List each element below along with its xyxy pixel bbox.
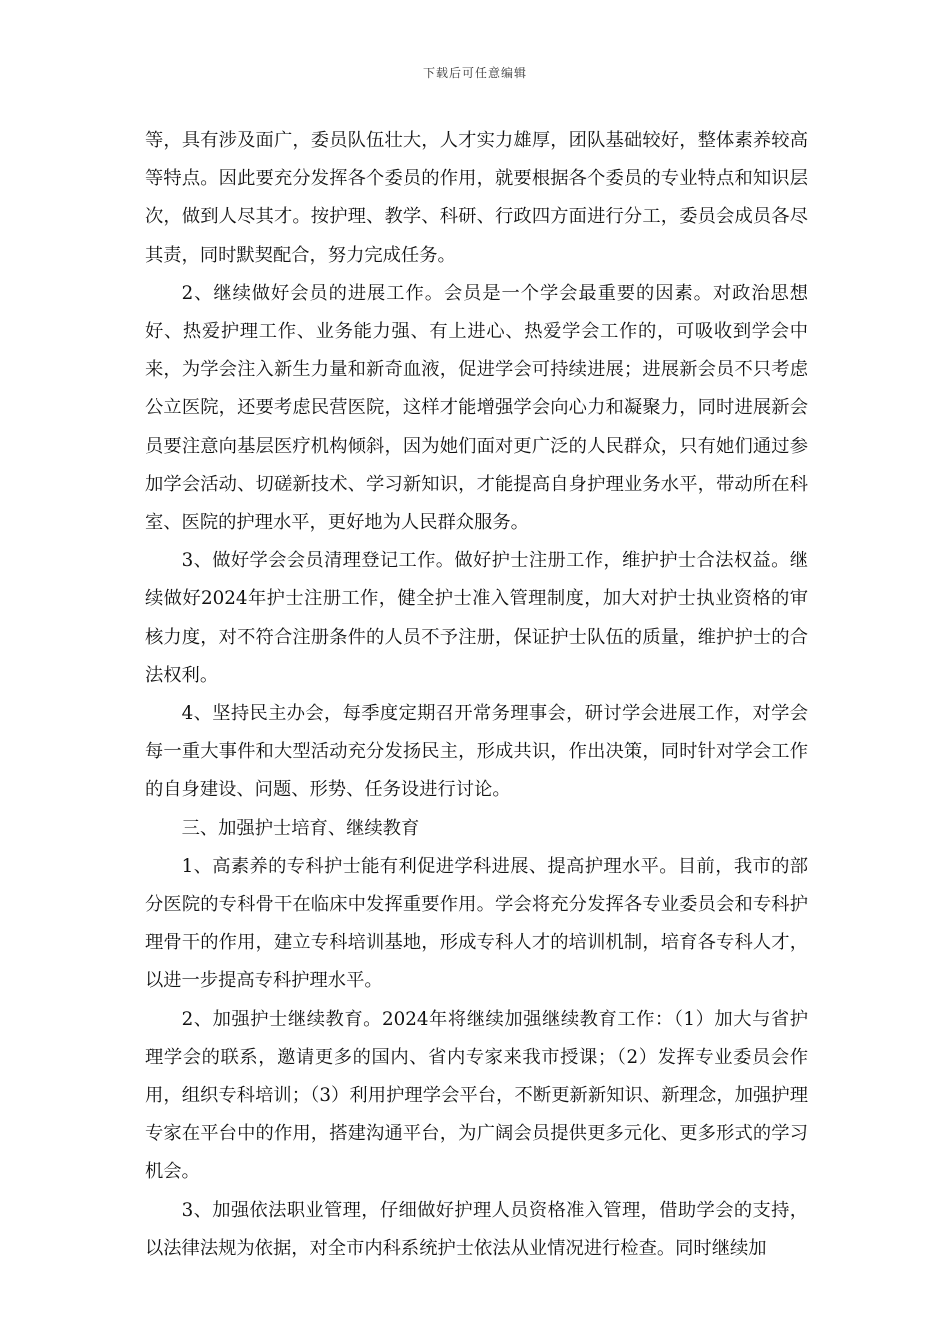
page-header: 下载后可任意编辑 — [422, 66, 527, 80]
paragraph-democratic-management: 4、坚持民主办会，每季度定期召开常务理事会，研讨学会进展工作，对学会每一重大事件和大型活动充分发扬民主，形成共识，作出决策，同时针对学会工作的自身建设、问题、形势、任务设进行讨论。 — [145, 703, 808, 801]
paragraph-continuing-education: 2、加强护士继续教育。2024年将继续加强继续教育工作：（1）加大与省护理学会的联系，邀请更多的国内、省内专家来我市授课；（2）发挥专业委员会作用，组织专科培训；（3）利用护理学会平台，不断更新新知识、新理念，加强护理专家在平台中的作用，搭建沟通平台，为广阔会员提供更多元化、更多形式的学习机会。 — [145, 1008, 808, 1183]
paragraph-legal-practice-management: 3、加强依法职业管理，仔细做好护理人员资格准入管理，借助学会的支持，以法律法规为依据，对全市内科系统护士依法从业情况进行检查。同时继续加 — [145, 1199, 808, 1259]
paragraph-committee-continuation: 等，具有涉及面广，委员队伍壮大，人才实力雄厚，团队基础较好，整体素养较高等特点。因此要充分发挥各个委员的作用，就要根据各个委员的专业特点和知识层次，做到人尽其才。按护理、教学、科研、行政四方面进行分工，委员会成员各尽其责，同时默契配合，努力完成任务。 — [145, 130, 808, 266]
paragraph-member-development: 2、继续做好会员的进展工作。会员是一个学会最重要的因素。对政治思想好、热爱护理工作、业务能力强、有上进心、热爱学会工作的，可吸收到学会中来，为学会注入新生力量和新奇血液，促进学会可持续进展；进展新会员不只考虑公立医院，还要考虑民营医院，这样才能增强学会向心力和凝聚力，同时进展新会员要注意向基层医疗机构倾斜，因为她们面对更广泛的人民群众，只有她们通过参加学会活动、切磋新技术、学习新知识，才能提高自身护理业务水平，带动所在科室、医院的护理水平，更好地为人民群众服务。 — [145, 282, 808, 534]
document-body — [145, 122, 808, 1268]
section-heading-nurse-training: 三、加强护士培育、继续教育 — [181, 817, 420, 839]
paragraph-specialist-nurses: 1、高素养的专科护士能有利促进学科进展、提高护理水平。目前，我市的部分医院的专科骨干在临床中发挥重要作用。学会将充分发挥各专业委员会和专科护理骨干的作用，建立专科培训基地，形成专科人才的培训机制，培育各专科人才，以进一步提高专科护理水平。 — [145, 855, 808, 992]
paragraph-member-registration: 3、做好学会会员清理登记工作。做好护士注册工作，维护护士合法权益。继续做好2024年护士注册工作，健全护士准入管理制度，加大对护士执业资格的审核力度，对不符合注册条件的人员不予注册，保证护士队伍的质量，维护护士的合法权利。 — [145, 550, 808, 686]
